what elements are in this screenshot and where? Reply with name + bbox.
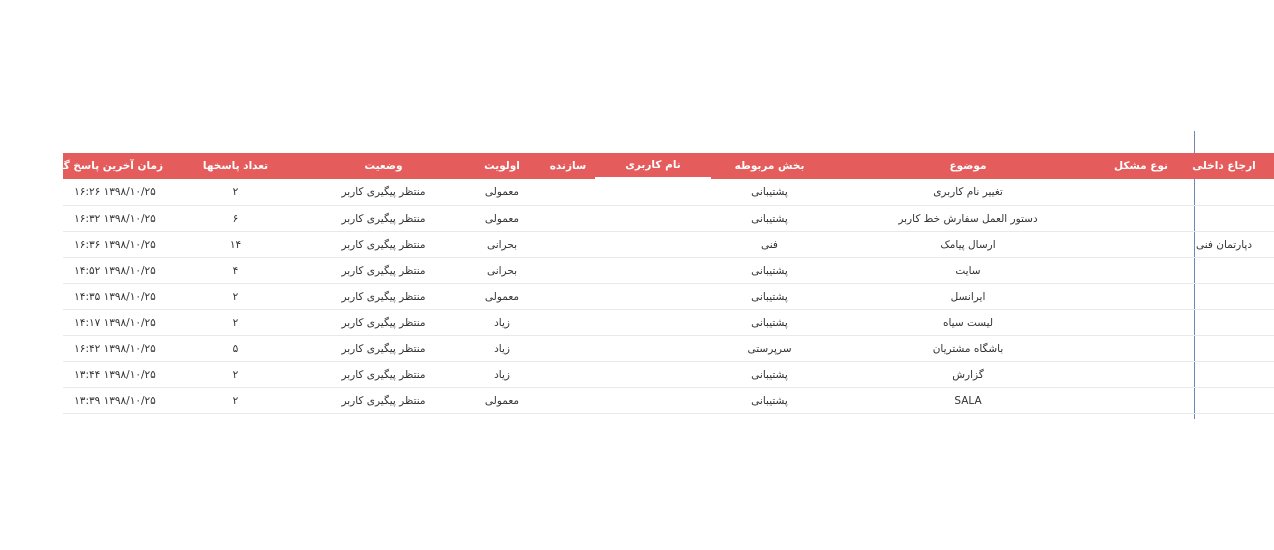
cell-issue-type bbox=[1108, 232, 1174, 258]
cell-department: پشتیبانی bbox=[711, 206, 828, 232]
cell-priority: بحرانی bbox=[463, 232, 541, 258]
cell-subject: ارسال پیامک bbox=[828, 232, 1108, 258]
cell-internal-ref bbox=[1174, 388, 1274, 414]
cell-department: سرپرستی bbox=[711, 336, 828, 362]
cell-internal-ref bbox=[1174, 362, 1274, 388]
column-header-last-reply-time[interactable]: زمان آخرین پاسخ گویی bbox=[63, 153, 167, 179]
cell-internal-ref bbox=[1174, 310, 1274, 336]
table-row[interactable] bbox=[63, 206, 1274, 232]
cell-reply-count: ۶ bbox=[167, 206, 304, 232]
cell-department: پشتیبانی bbox=[711, 310, 828, 336]
cell-issue-type bbox=[1108, 336, 1174, 362]
cell-username bbox=[595, 388, 711, 414]
cell-status: منتظر پیگیری کاربر bbox=[304, 284, 463, 310]
cell-subject: لیست سیاه bbox=[828, 310, 1108, 336]
column-header-internal-ref[interactable]: ارجاع داخلی bbox=[1174, 153, 1274, 179]
column-header-priority[interactable]: اولویت bbox=[463, 153, 541, 179]
cell-issue-type bbox=[1108, 206, 1174, 232]
cell-priority: زیاد bbox=[463, 336, 541, 362]
cell-creator bbox=[541, 388, 595, 414]
table-row[interactable] bbox=[63, 310, 1274, 336]
cell-priority: زیاد bbox=[463, 310, 541, 336]
cell-department: پشتیبانی bbox=[711, 179, 828, 206]
cell-creator bbox=[541, 232, 595, 258]
cell-internal-ref bbox=[1174, 206, 1274, 232]
column-header-username[interactable]: نام کاربری bbox=[595, 153, 711, 179]
cell-subject: دستور العمل سفارش خط کاربر bbox=[828, 206, 1108, 232]
table-row[interactable] bbox=[63, 232, 1274, 258]
cell-last-reply-time: ۱۳۹۸/۱۰/۲۵ ۱۳:۳۹ bbox=[63, 388, 167, 414]
cell-username bbox=[595, 258, 711, 284]
table-row[interactable] bbox=[63, 179, 1274, 206]
cell-internal-ref bbox=[1174, 258, 1274, 284]
cell-reply-count: ۵ bbox=[167, 336, 304, 362]
cell-reply-count: ۲ bbox=[167, 284, 304, 310]
cell-reply-count: ۱۴ bbox=[167, 232, 304, 258]
cell-subject: سایت bbox=[828, 258, 1108, 284]
cell-issue-type bbox=[1108, 284, 1174, 310]
table-row[interactable] bbox=[63, 336, 1274, 362]
cell-username bbox=[595, 179, 711, 206]
cell-last-reply-time: ۱۳۹۸/۱۰/۲۵ ۱۶:۴۲ bbox=[63, 336, 167, 362]
column-header-reply-count[interactable]: تعداد پاسخها bbox=[167, 153, 304, 179]
table-header bbox=[42, 153, 1274, 179]
cell-reply-count: ۲ bbox=[167, 310, 304, 336]
cell-creator bbox=[541, 206, 595, 232]
cell-reply-count: ۴ bbox=[167, 258, 304, 284]
cell-username bbox=[595, 310, 711, 336]
header-row bbox=[63, 153, 1274, 179]
cell-subject: باشگاه مشتریان bbox=[828, 336, 1108, 362]
tickets-table bbox=[42, 153, 1274, 414]
cell-username bbox=[595, 284, 711, 310]
column-header-issue-type[interactable]: نوع مشکل bbox=[1108, 153, 1174, 179]
cell-last-reply-time: ۱۳۹۸/۱۰/۲۵ ۱۳:۴۴ bbox=[63, 362, 167, 388]
table-row[interactable] bbox=[63, 258, 1274, 284]
cell-reply-count: ۲ bbox=[167, 388, 304, 414]
cell-last-reply-time: ۱۳۹۸/۱۰/۲۵ ۱۶:۲۶ bbox=[63, 179, 167, 206]
column-header-creator[interactable]: سازنده bbox=[541, 153, 595, 179]
cell-issue-type bbox=[1108, 362, 1174, 388]
cell-subject: گزارش bbox=[828, 362, 1108, 388]
cell-subject: تغییر نام کاربری bbox=[828, 179, 1108, 206]
cell-status: منتظر پیگیری کاربر bbox=[304, 206, 463, 232]
cell-status: منتظر پیگیری کاربر bbox=[304, 388, 463, 414]
table-row[interactable] bbox=[63, 284, 1274, 310]
cell-creator bbox=[541, 284, 595, 310]
cell-username bbox=[595, 336, 711, 362]
cell-last-reply-time: ۱۳۹۸/۱۰/۲۵ ۱۴:۳۵ bbox=[63, 284, 167, 310]
cell-issue-type bbox=[1108, 310, 1174, 336]
cell-creator bbox=[541, 310, 595, 336]
cell-priority: معمولی bbox=[463, 206, 541, 232]
cell-subject: SALA bbox=[828, 388, 1108, 414]
cell-username bbox=[595, 362, 711, 388]
cell-last-reply-time: ۱۳۹۸/۱۰/۲۵ ۱۶:۳۶ bbox=[63, 232, 167, 258]
cell-priority: معمولی bbox=[463, 284, 541, 310]
column-header-status[interactable]: وضعیت bbox=[304, 153, 463, 179]
cell-last-reply-time: ۱۳۹۸/۱۰/۲۵ ۱۶:۳۲ bbox=[63, 206, 167, 232]
cell-reply-count: ۲ bbox=[167, 179, 304, 206]
cell-subject: ایرانسل bbox=[828, 284, 1108, 310]
cell-creator bbox=[541, 258, 595, 284]
cell-priority: معمولی bbox=[463, 388, 541, 414]
cell-last-reply-time: ۱۳۹۸/۱۰/۲۵ ۱۴:۱۷ bbox=[63, 310, 167, 336]
cell-status: منتظر پیگیری کاربر bbox=[304, 258, 463, 284]
cell-issue-type bbox=[1108, 258, 1174, 284]
cell-username bbox=[595, 232, 711, 258]
cell-internal-ref bbox=[1174, 179, 1274, 206]
cell-issue-type bbox=[1108, 388, 1174, 414]
cell-priority: زیاد bbox=[463, 362, 541, 388]
column-header-department[interactable]: بخش مربوطه bbox=[711, 153, 828, 179]
cell-reply-count: ۲ bbox=[167, 362, 304, 388]
cell-internal-ref: دپارتمان فنی bbox=[1174, 232, 1274, 258]
table-body bbox=[63, 179, 1274, 414]
table-row[interactable] bbox=[63, 362, 1274, 388]
column-header-subject[interactable]: موضوع bbox=[828, 153, 1108, 179]
cell-department: فنی bbox=[711, 232, 828, 258]
cell-status: منتظر پیگیری کاربر bbox=[304, 362, 463, 388]
cell-priority: بحرانی bbox=[463, 258, 541, 284]
cell-department: پشتیبانی bbox=[711, 284, 828, 310]
cell-creator bbox=[541, 362, 595, 388]
cell-status: منتظر پیگیری کاربر bbox=[304, 310, 463, 336]
cell-department: پشتیبانی bbox=[711, 258, 828, 284]
cell-status: منتظر پیگیری کاربر bbox=[304, 232, 463, 258]
cell-department: پشتیبانی bbox=[711, 388, 828, 414]
cell-issue-type bbox=[1108, 179, 1174, 206]
cell-creator bbox=[541, 336, 595, 362]
cell-department: پشتیبانی bbox=[711, 362, 828, 388]
cell-internal-ref bbox=[1174, 284, 1274, 310]
cell-status: منتظر پیگیری کاربر bbox=[304, 179, 463, 206]
cell-status: منتظر پیگیری کاربر bbox=[304, 336, 463, 362]
table-row[interactable] bbox=[63, 388, 1274, 414]
cell-last-reply-time: ۱۳۹۸/۱۰/۲۵ ۱۴:۵۲ bbox=[63, 258, 167, 284]
cell-username bbox=[595, 206, 711, 232]
cell-internal-ref bbox=[1174, 336, 1274, 362]
cell-creator bbox=[541, 179, 595, 206]
cell-priority: معمولی bbox=[463, 179, 541, 206]
